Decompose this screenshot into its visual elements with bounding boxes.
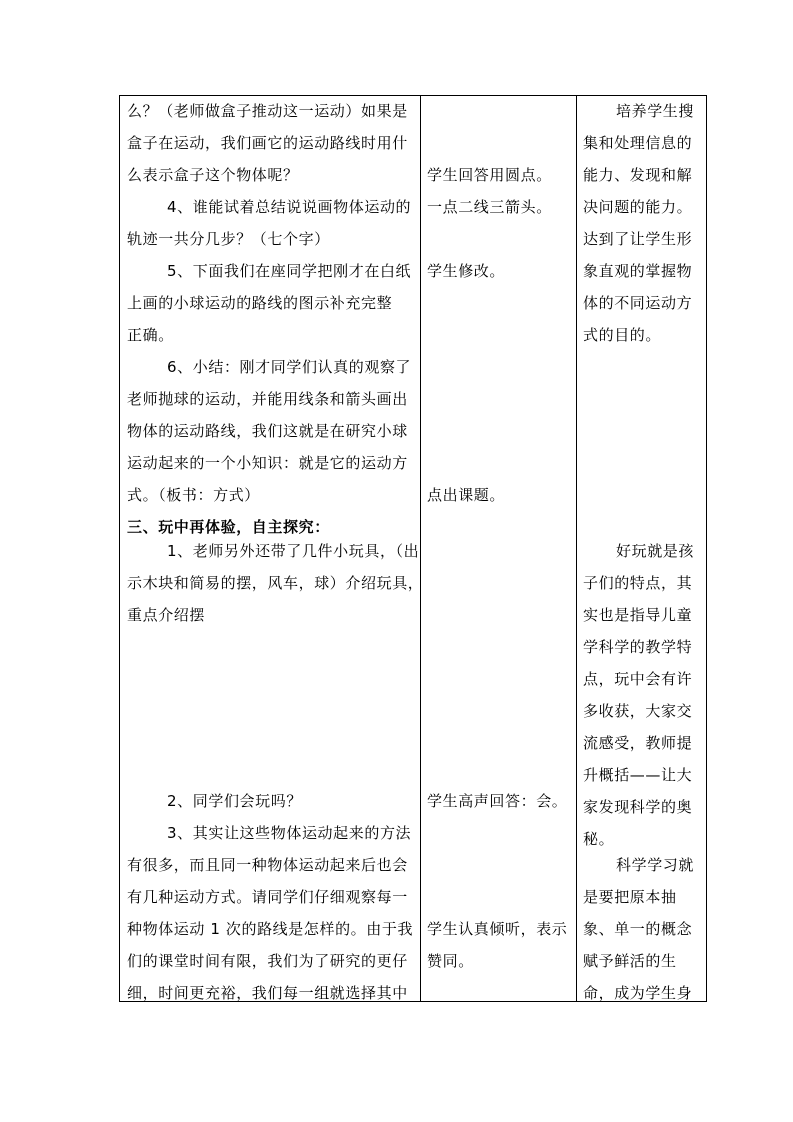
left-column-line: 运动起来的一个小知识：就是它的运动方 bbox=[127, 454, 408, 472]
left-column-line: 式。（板书：方式） bbox=[127, 486, 260, 504]
left-column-line: 有几种运动方式。请同学们仔细观察每一 bbox=[127, 888, 408, 906]
right-column-line: 能力、发现和解 bbox=[583, 166, 693, 184]
left-column-line: 1、老师另外还带了几件小玩具，（出 bbox=[167, 542, 420, 560]
left-column-line: 细，时间更充裕，我们每一组就选择其中 bbox=[127, 984, 408, 1002]
middle-column-line: 学生高声回答：会。 bbox=[427, 792, 568, 810]
right-column-line: 是要把原本抽 bbox=[583, 888, 677, 906]
right-column-line: 体的不同运动方 bbox=[583, 294, 693, 312]
right-column-line: 多收获，大家交 bbox=[583, 702, 693, 720]
right-column-line: 好玩就是孩 bbox=[616, 542, 695, 560]
right-column-line: 科学学习就 bbox=[616, 856, 695, 874]
right-column-line: 秘。 bbox=[583, 830, 615, 848]
left-column-line: 种物体运动 1 次的路线是怎样的。由于我 bbox=[127, 920, 414, 938]
right-column-line: 命，成为学生身 bbox=[583, 984, 693, 1002]
left-column-line: 有很多，而且同一种物体运动起来后也会 bbox=[127, 856, 408, 874]
left-column-line: 重点介绍摆 bbox=[127, 606, 206, 624]
right-column-line: 实也是指导儿童 bbox=[583, 606, 693, 624]
left-column-line: 3、其实让这些物体运动起来的方法 bbox=[167, 824, 412, 842]
right-column-line: 象直观的掌握物 bbox=[583, 262, 693, 280]
left-column-line: 轨迹一共分几步？（七个字） bbox=[127, 230, 330, 248]
left-column-line: 么表示盒子这个物体呢？ bbox=[127, 166, 299, 184]
left-column-line: 盒子在运动，我们画它的运动路线时用什 bbox=[127, 134, 408, 152]
left-column-line: 5、下面我们在座同学把刚才在白纸 bbox=[167, 262, 412, 280]
left-column-line: 正确。 bbox=[127, 326, 174, 344]
right-column-line: 集和处理信息的 bbox=[583, 134, 693, 152]
left-column-line: 4、谁能试着总结说说画物体运动的 bbox=[167, 198, 412, 216]
right-column-line: 子们的特点，其 bbox=[583, 574, 693, 592]
right-column-line: 式的目的。 bbox=[583, 326, 662, 344]
right-column-line: 点，玩中会有许 bbox=[583, 670, 693, 688]
right-column-line: 决问题的能力。 bbox=[583, 198, 693, 216]
left-column-line: 们的课堂时间有限，我们为了研究的更仔 bbox=[127, 952, 408, 970]
middle-column-line: 赞同。 bbox=[427, 952, 474, 970]
middle-column-line: 学生认真倾听，表示 bbox=[427, 920, 568, 938]
lesson-plan-table bbox=[119, 95, 707, 1002]
middle-column-line: 学生回答用圆点。 bbox=[427, 166, 552, 184]
left-column-line: 三、玩中再体验，自主探究： bbox=[127, 518, 330, 536]
right-column-line: 家发现科学的奥 bbox=[583, 798, 693, 816]
right-column-line: 流感受，教师提 bbox=[583, 734, 693, 752]
middle-column-line: 点出课题。 bbox=[427, 486, 506, 504]
middle-column-line: 一点二线三箭头。 bbox=[427, 198, 552, 216]
column-divider-2 bbox=[576, 96, 577, 1001]
left-column-line: 老师抛球的运动，并能用线条和箭头画出 bbox=[127, 390, 408, 408]
right-column-line: 升概括——让大 bbox=[583, 766, 693, 784]
right-column-line: 达到了让学生形 bbox=[583, 230, 693, 248]
right-column-line: 学科学的教学特 bbox=[583, 638, 693, 656]
left-column-line: 示木块和简易的摆，风车，球）介绍玩具， bbox=[127, 574, 424, 592]
left-column-line: 6、小结：刚才同学们认真的观察了 bbox=[167, 358, 412, 376]
right-column-line: 培养学生搜 bbox=[616, 102, 695, 120]
left-column-line: 上画的小球运动的路线的图示补充完整 bbox=[127, 294, 393, 312]
left-column-line: 2、同学们会玩吗？ bbox=[167, 792, 302, 810]
right-column-line: 赋予鲜活的生 bbox=[583, 952, 677, 970]
column-divider-1 bbox=[420, 96, 421, 1001]
right-column-line: 象、单一的概念 bbox=[583, 920, 693, 938]
middle-column-line: 学生修改。 bbox=[427, 262, 506, 280]
left-column-line: 物体的运动路线，我们这就是在研究小球 bbox=[127, 422, 408, 440]
left-column-line: 么？（老师做盒子推动这一运动）如果是 bbox=[127, 102, 408, 120]
